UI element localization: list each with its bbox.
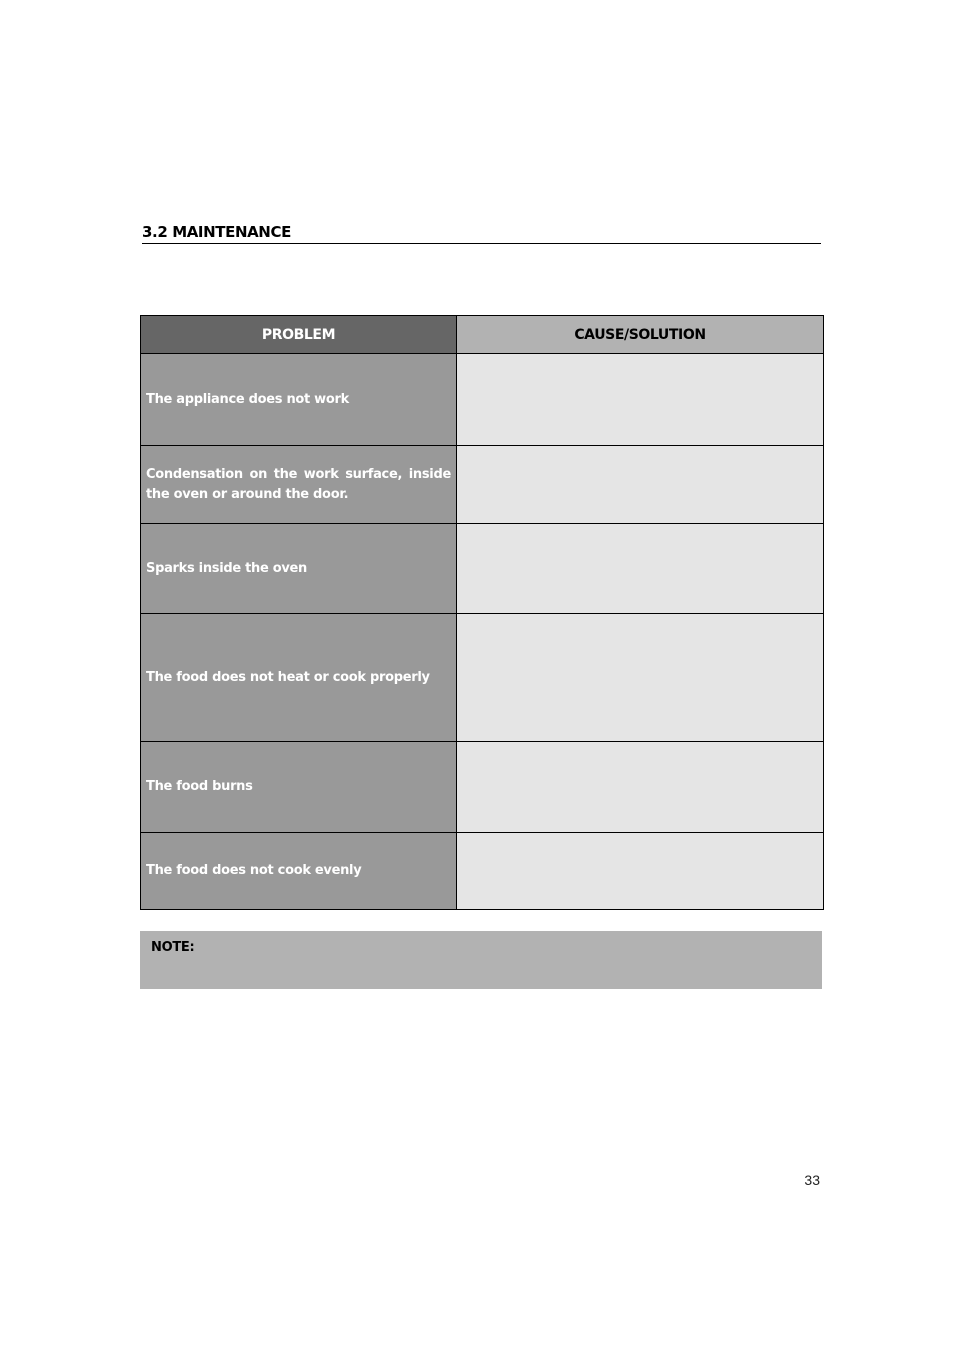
table-row <box>141 524 824 614</box>
problem-cell: Sparks inside the oven <box>141 524 457 614</box>
note-label: NOTE: <box>151 940 195 955</box>
problem-cell: The food does not heat or cook properly <box>141 614 457 742</box>
problem-cell: The food does not cook evenly <box>141 833 457 910</box>
table-row <box>141 354 824 446</box>
solution-cell <box>457 446 824 524</box>
table-row <box>141 742 824 833</box>
solution-cell <box>457 833 824 910</box>
problem-cell: The appliance does not work <box>141 354 457 446</box>
solution-cell <box>457 614 824 742</box>
solution-column-header: CAUSE/SOLUTION <box>457 316 824 354</box>
table-header-row <box>141 316 824 354</box>
solution-cell <box>457 524 824 614</box>
table-row <box>141 446 824 524</box>
troubleshooting-table <box>140 315 824 910</box>
problem-cell: The food burns <box>141 742 457 833</box>
page-number: 33 <box>804 1172 820 1188</box>
table-row <box>141 614 824 742</box>
table-row <box>141 833 824 910</box>
problem-column-header: PROBLEM <box>141 316 457 354</box>
solution-cell <box>457 354 824 446</box>
note-box <box>140 931 822 989</box>
section-heading: 3.2 MAINTENANCE <box>142 222 821 244</box>
solution-cell <box>457 742 824 833</box>
problem-cell: Condensation on the work surface, inside the oven or around the door. <box>141 446 457 524</box>
